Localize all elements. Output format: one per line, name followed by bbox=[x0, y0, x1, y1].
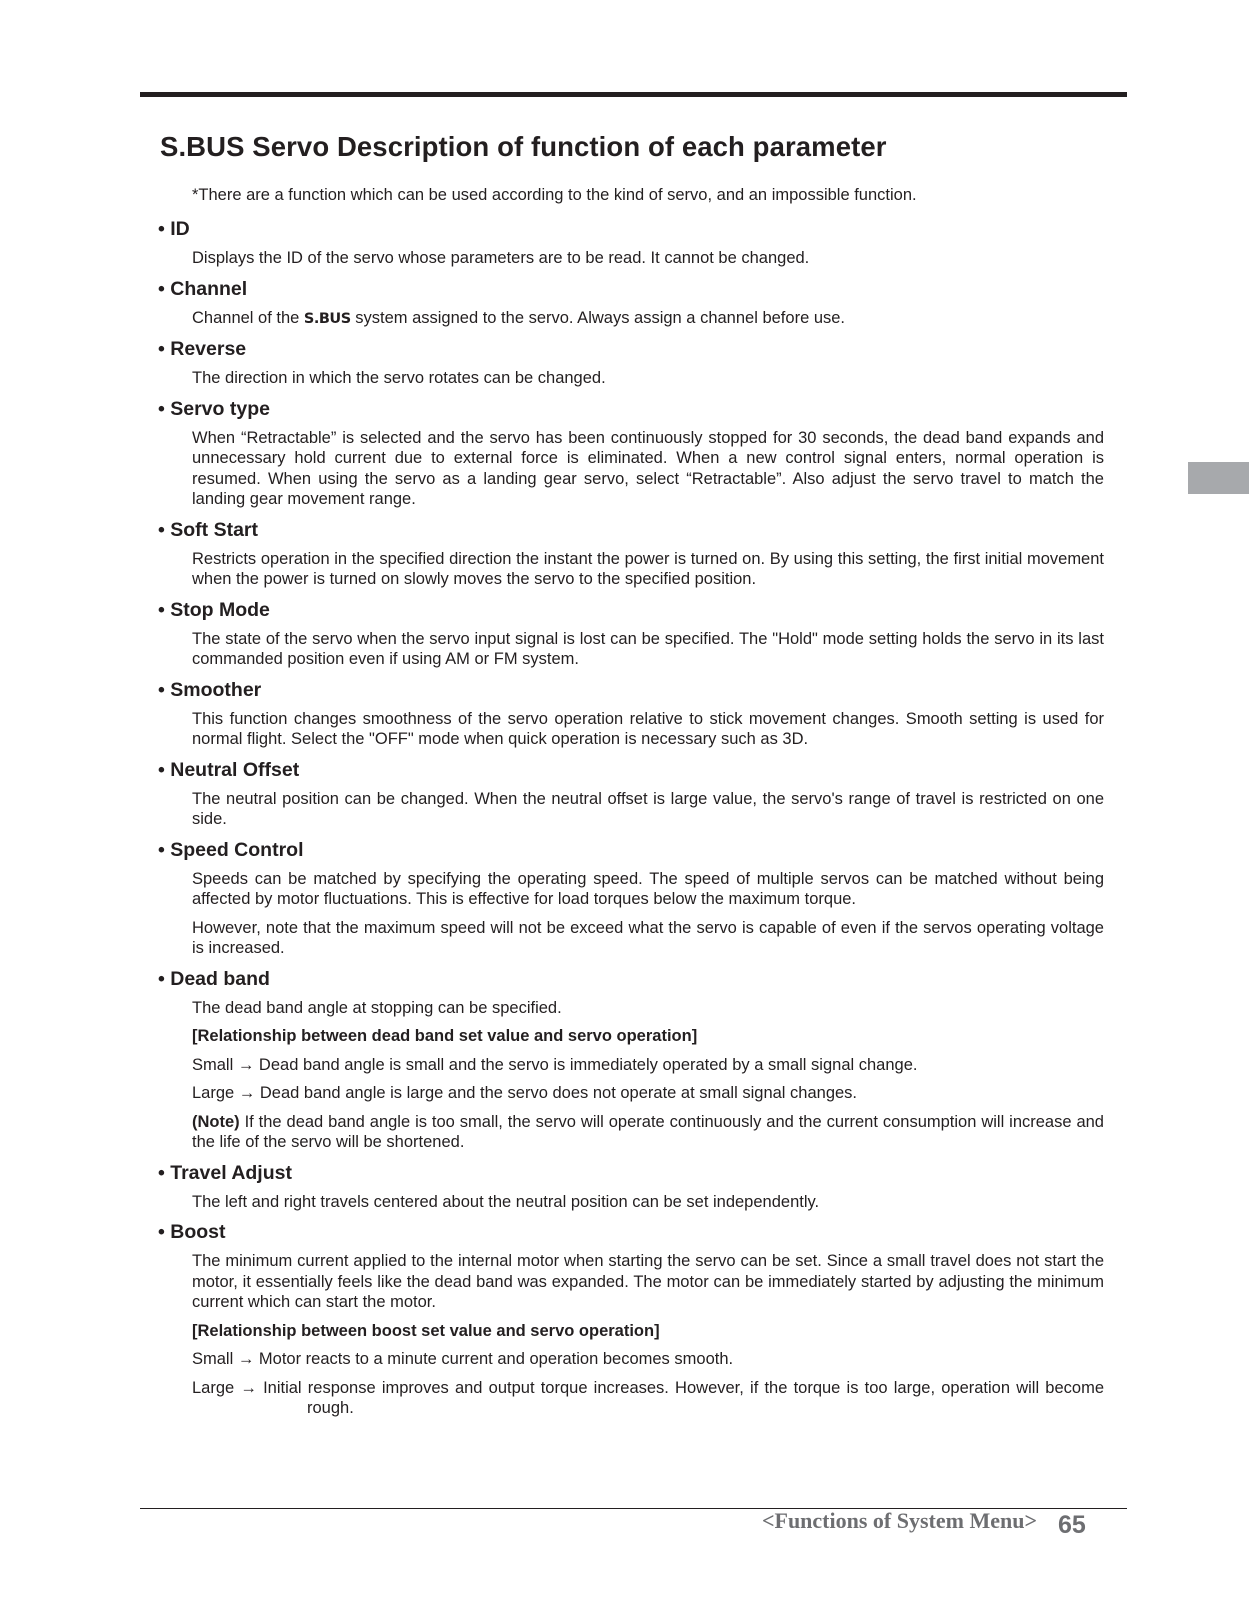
heading-soft-start: • Soft Start bbox=[158, 518, 258, 541]
heading-servo-type: • Servo type bbox=[158, 397, 270, 420]
section-id bbox=[158, 218, 1104, 269]
parameter-list bbox=[158, 218, 1104, 1428]
paragraph: Speeds can be matched by specifying the operating speed. The speed of multiple servos can be matched without being affected by motor fluctuations. This is effective for load torques below the maximum torque. bbox=[192, 869, 1104, 908]
note-text: If the dead band angle is too small, the servo will operate continuously and the current consumption will increase and the life of the servo will be shortened. bbox=[192, 1112, 1104, 1151]
heading-stop-mode: • Stop Mode bbox=[158, 598, 270, 621]
heading-id: • ID bbox=[158, 218, 190, 240]
text: Channel of the bbox=[192, 308, 304, 327]
subheading: [Relationship between boost set value and servo operation] bbox=[192, 1321, 660, 1340]
paragraph-large: Large → Initial response improves and output torque increases. However, if the torque is too large, operation will become rough. bbox=[192, 1378, 1104, 1417]
section-speed-control bbox=[158, 839, 1104, 959]
section-boost bbox=[158, 1221, 1104, 1419]
side-tab-marker bbox=[1188, 462, 1249, 494]
paragraph-small: Small → Dead band angle is small and the servo is immediately operated by a small signal change. bbox=[192, 1055, 918, 1074]
page-number: 65 bbox=[1058, 1511, 1086, 1539]
paragraph: The dead band angle at stopping can be specified. bbox=[192, 998, 562, 1017]
section-reverse bbox=[158, 338, 1104, 389]
paragraph: The direction in which the servo rotates can be changed. bbox=[192, 369, 606, 387]
section-neutral-offset bbox=[158, 759, 1104, 830]
paragraph: The neutral position can be changed. When the neutral offset is large value, the servo's range of travel is restricted on one side. bbox=[192, 789, 1104, 828]
note-label: (Note) bbox=[192, 1112, 240, 1131]
heading-neutral-offset: • Neutral Offset bbox=[158, 758, 300, 781]
section-soft-start bbox=[158, 519, 1104, 590]
heading-speed-control: • Speed Control bbox=[158, 838, 304, 861]
note-paragraph bbox=[192, 1112, 1104, 1153]
paragraph: Displays the ID of the servo whose parameters are to be read. It cannot be changed. bbox=[192, 249, 810, 267]
section-servo-type bbox=[158, 398, 1104, 510]
paragraph: This function changes smoothness of the servo operation relative to stick movement changes. Smooth setting is used for normal flight. Select the "OFF" mode when quick operation is necessary such as 3D. bbox=[192, 709, 1104, 748]
paragraph: Restricts operation in the specified direction the instant the power is turned on. By using this setting, the first initial movement when the power is turned on slowly moves the servo to the specified position. bbox=[192, 549, 1104, 588]
footer-section-label: <Functions of System Menu> bbox=[761, 1508, 1037, 1533]
heading-travel-adjust: • Travel Adjust bbox=[158, 1161, 292, 1184]
paragraph-large: Large → Dead band angle is large and the servo does not operate at small signal changes. bbox=[192, 1084, 858, 1102]
paragraph: However, note that the maximum speed will not be exceed what the servo is capable of even if the servos operating voltage is increased. bbox=[192, 918, 1104, 957]
paragraph: When “Retractable” is selected and the servo has been continuously stopped for 30 seconds, the dead band expands and unnecessary hold current due to external force is eliminated. When a new control signal enters, normal operation is resumed. When using the servo as a landing gear servo, select “Retractable”. Also adjust the servo travel to match the landing gear movement range. bbox=[192, 428, 1104, 508]
heading-channel: • Channel bbox=[158, 277, 248, 300]
paragraph: The left and right travels centered about the neutral position can be set independently. bbox=[192, 1192, 820, 1211]
paragraph-small: Small → Motor reacts to a minute current and operation becomes smooth. bbox=[192, 1350, 734, 1368]
subheading: [Relationship between dead band set value and servo operation] bbox=[192, 1027, 698, 1045]
paragraph bbox=[192, 308, 1104, 330]
heading-smoother: • Smoother bbox=[158, 678, 262, 701]
section-smoother bbox=[158, 679, 1104, 750]
intro-note: *There are a function which can be used according to the kind of servo, and an impossible function. bbox=[192, 186, 917, 204]
heading-boost: • Boost bbox=[158, 1221, 226, 1243]
section-dead-band bbox=[158, 968, 1104, 1153]
heading-reverse: • Reverse bbox=[158, 338, 247, 360]
top-rule bbox=[140, 92, 1127, 97]
sbus-logo-text: S.BUS bbox=[303, 310, 351, 327]
heading-dead-band: • Dead band bbox=[158, 967, 270, 990]
section-stop-mode bbox=[158, 599, 1104, 670]
paragraph: The minimum current applied to the internal motor when starting the servo can be set. Since a small travel does not start the motor, it essentially feels like the dead band was expanded. The motor can be immediately started by adjusting the minimum current which can start the motor. bbox=[192, 1252, 1104, 1311]
section-channel bbox=[158, 278, 1104, 330]
text: system assigned to the servo. Always assign a channel before use. bbox=[350, 308, 846, 327]
paragraph: The state of the servo when the servo input signal is lost can be specified. The "Hold" mode setting holds the servo in its last commanded position even if using AM or FM system. bbox=[192, 629, 1104, 668]
section-travel-adjust bbox=[158, 1162, 1104, 1213]
page-title: S.BUS Servo Description of function of each parameter bbox=[160, 131, 887, 162]
